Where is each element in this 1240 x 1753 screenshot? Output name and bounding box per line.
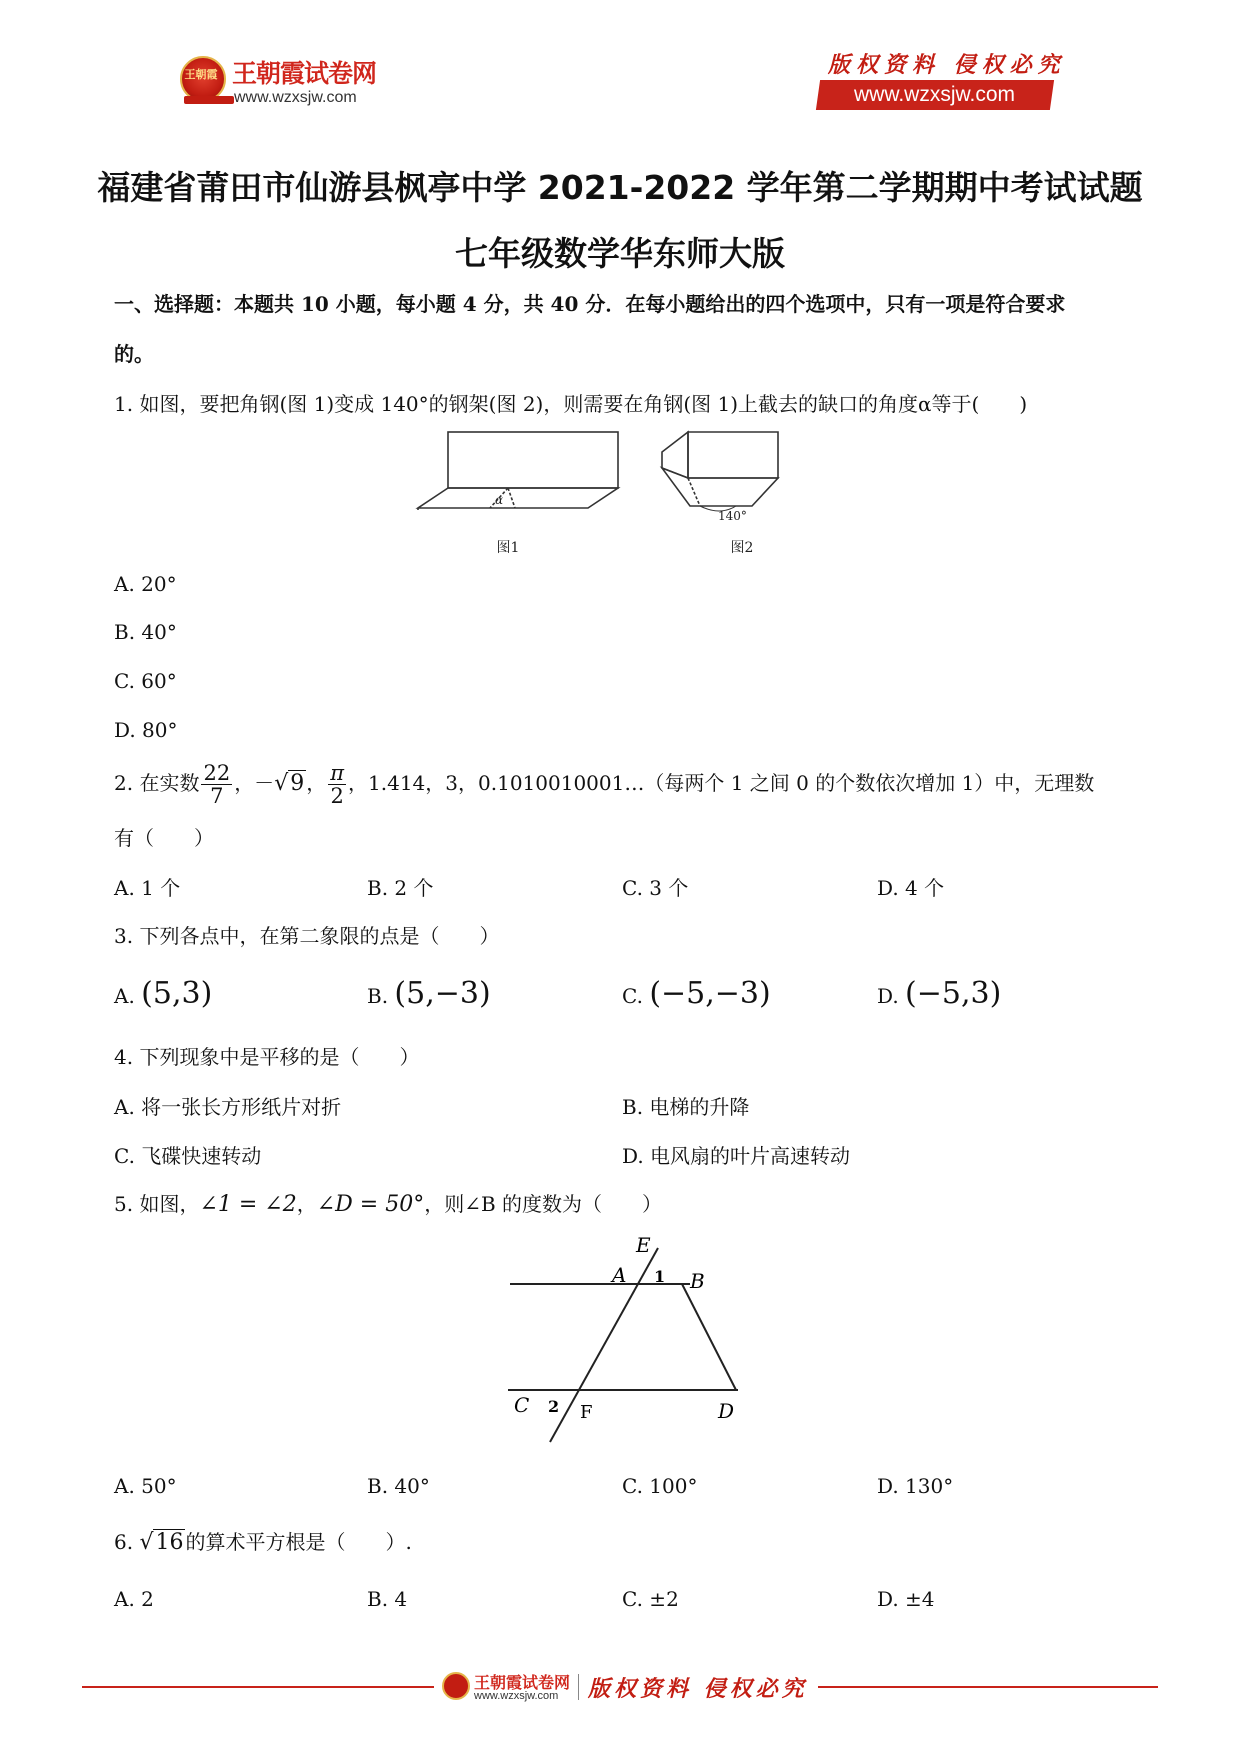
ribbon-icon <box>184 96 234 104</box>
header-copyright <box>818 48 1066 112</box>
q3-c-value: (−5,−3) <box>649 976 771 1011</box>
fig2-angle-label: 140° <box>718 509 747 523</box>
q2-option-d[interactable]: D. 4 个 <box>877 876 945 900</box>
label-c: C <box>514 1393 530 1417</box>
footer-rule-right <box>818 1686 1158 1688</box>
q4-option-a[interactable]: A. 将一张长方形纸片对折 <box>114 1095 342 1119</box>
q3-a-value: (5,3) <box>141 976 213 1011</box>
q1-option-c[interactable]: C. 60° <box>114 669 177 693</box>
q1-option-b[interactable]: B. 40° <box>114 620 177 644</box>
footer-divider <box>578 1674 579 1700</box>
q4-option-d[interactable]: D. 电风扇的叶片高速转动 <box>622 1144 851 1168</box>
fig1-alpha-label: α <box>495 493 504 507</box>
fraction-22-7 <box>201 762 232 807</box>
q2-sep1: ，－ <box>234 771 275 795</box>
label-f: F <box>580 1402 593 1423</box>
q3-d-value: (−5,3) <box>905 976 1002 1011</box>
segment-bd <box>682 1284 736 1390</box>
q5-suffix: ，则∠B 的度数为（ ） <box>424 1192 663 1216</box>
fig1-caption: 图1 <box>496 540 520 556</box>
question-4-text: 4. 下列现象中是平移的是（ ） <box>114 1045 420 1069</box>
q5-cond1: ∠1 = ∠2 <box>199 1192 297 1217</box>
question-1-text: 1. 如图，要把角钢(图 1)变成 140°的钢架(图 2)，则需要在角钢(图 1)上截去的缺口的角度α等于( ) <box>114 392 1028 416</box>
title-line2: 七年级数学华东师大版 <box>455 234 785 273</box>
label-a: A <box>612 1263 627 1287</box>
q4-option-b[interactable]: B. 电梯的升降 <box>622 1095 750 1119</box>
q6-suffix: 的算术平方根是（ ）. <box>185 1530 412 1554</box>
q6-option-a[interactable]: A. 2 <box>114 1587 154 1611</box>
q6-option-b[interactable]: B. 4 <box>367 1587 408 1611</box>
fig1-bottom-face <box>418 488 618 508</box>
question-3-text: 3. 下列各点中，在第二象限的点是（ ） <box>114 924 500 948</box>
question-1-figure <box>400 420 860 560</box>
q3-b-letter: B. <box>367 984 389 1008</box>
q2-rest: ，1.414，3，0.1010010001…（每两个 1 之间 0 的个数依次增加 1）中，无理数 <box>348 771 1095 795</box>
q5-option-b[interactable]: B. 40° <box>367 1474 430 1498</box>
q1-option-a[interactable]: A. 20° <box>114 572 177 596</box>
sqrt-symbol: √ <box>274 771 289 796</box>
q2-prefix: 2. 在实数 <box>114 771 200 795</box>
question-5-text <box>114 1190 662 1219</box>
label-1: 1 <box>654 1267 666 1286</box>
question-5-figure <box>500 1230 760 1450</box>
copyright-url-box <box>816 80 1054 110</box>
footer-logo <box>442 1670 822 1706</box>
q3-option-b[interactable] <box>367 976 491 1011</box>
title-line1: 福建省莆田市仙游县枫亭中学 2021-2022 学年第二学期期中考试试题 <box>97 168 1143 207</box>
q4-option-c[interactable]: C. 飞碟快速转动 <box>114 1144 262 1168</box>
q3-option-a[interactable] <box>114 976 213 1011</box>
fig2-vertical-face <box>688 432 778 478</box>
frac2-num: π <box>330 761 345 785</box>
frac2-den: 2 <box>330 784 344 808</box>
question-2-text <box>114 762 1094 807</box>
q1-option-d[interactable]: D. 80° <box>114 718 178 742</box>
footer-rule-left <box>82 1686 434 1688</box>
label-2: 2 <box>548 1397 560 1416</box>
section-heading-cont: 的。 <box>114 342 154 366</box>
q6-prefix: 6. <box>114 1530 140 1554</box>
q5-option-a[interactable]: A. 50° <box>114 1474 177 1498</box>
label-d: D <box>718 1399 735 1423</box>
sqrt-16: 16 <box>155 1530 184 1555</box>
copyright-text: 版权资料 侵权必究 <box>828 52 1066 78</box>
question-2-cont: 有（ ） <box>114 826 214 850</box>
header-logo <box>180 52 410 114</box>
fig1-vertical-face <box>448 432 618 488</box>
frac1-num: 22 <box>203 761 231 785</box>
q2-sep2: ， <box>306 771 327 795</box>
q6-option-d[interactable]: D. ±4 <box>877 1587 935 1611</box>
fig2-bottom-face <box>662 468 778 506</box>
label-e: E <box>636 1233 651 1257</box>
q3-a-letter: A. <box>114 984 135 1008</box>
copyright-url: www.wzxsjw.com <box>854 83 1016 106</box>
footer-copyright: 版权资料 侵权必究 <box>588 1676 808 1702</box>
footer-brand: 王朝霞试卷网 <box>474 1673 571 1692</box>
label-b: B <box>690 1269 705 1293</box>
brand-name: 王朝霞试卷网 <box>232 59 377 88</box>
q3-option-c[interactable] <box>622 976 771 1011</box>
q2-option-b[interactable]: B. 2 个 <box>367 876 434 900</box>
fraction-pi-2 <box>328 762 346 807</box>
seal-text: 王朝霞 <box>184 68 218 81</box>
sqrt-symbol-2: √ <box>139 1530 154 1555</box>
q3-c-letter: C. <box>622 984 643 1008</box>
fig2-caption: 图2 <box>730 540 754 556</box>
q5-sep: ， <box>296 1192 317 1216</box>
frac1-den: 7 <box>210 784 224 808</box>
footer-url: www.wzxsjw.com <box>474 1690 559 1702</box>
q6-option-c[interactable]: C. ±2 <box>622 1587 679 1611</box>
sqrt-9: 9 <box>290 771 305 796</box>
q5-cond2: ∠D = 50° <box>316 1192 425 1217</box>
q5-prefix: 5. 如图， <box>114 1192 200 1216</box>
q2-option-c[interactable]: C. 3 个 <box>622 876 689 900</box>
q3-option-d[interactable] <box>877 976 1002 1011</box>
brand-url: www.wzxsjw.com <box>234 89 357 106</box>
q3-d-letter: D. <box>877 984 899 1008</box>
question-6-text <box>114 1528 412 1557</box>
q2-option-a[interactable]: A. 1 个 <box>114 876 181 900</box>
footer-seal-icon <box>442 1672 470 1700</box>
q5-option-d[interactable]: D. 130° <box>877 1474 954 1498</box>
q5-option-c[interactable]: C. 100° <box>622 1474 698 1498</box>
transversal-ef <box>550 1248 658 1442</box>
section-heading: 一、选择题：本题共 10 小题，每小题 4 分，共 40 分．在每小题给出的四个选项中，只有一项是符合要求 <box>114 292 1066 316</box>
q3-b-value: (5,−3) <box>394 976 491 1011</box>
